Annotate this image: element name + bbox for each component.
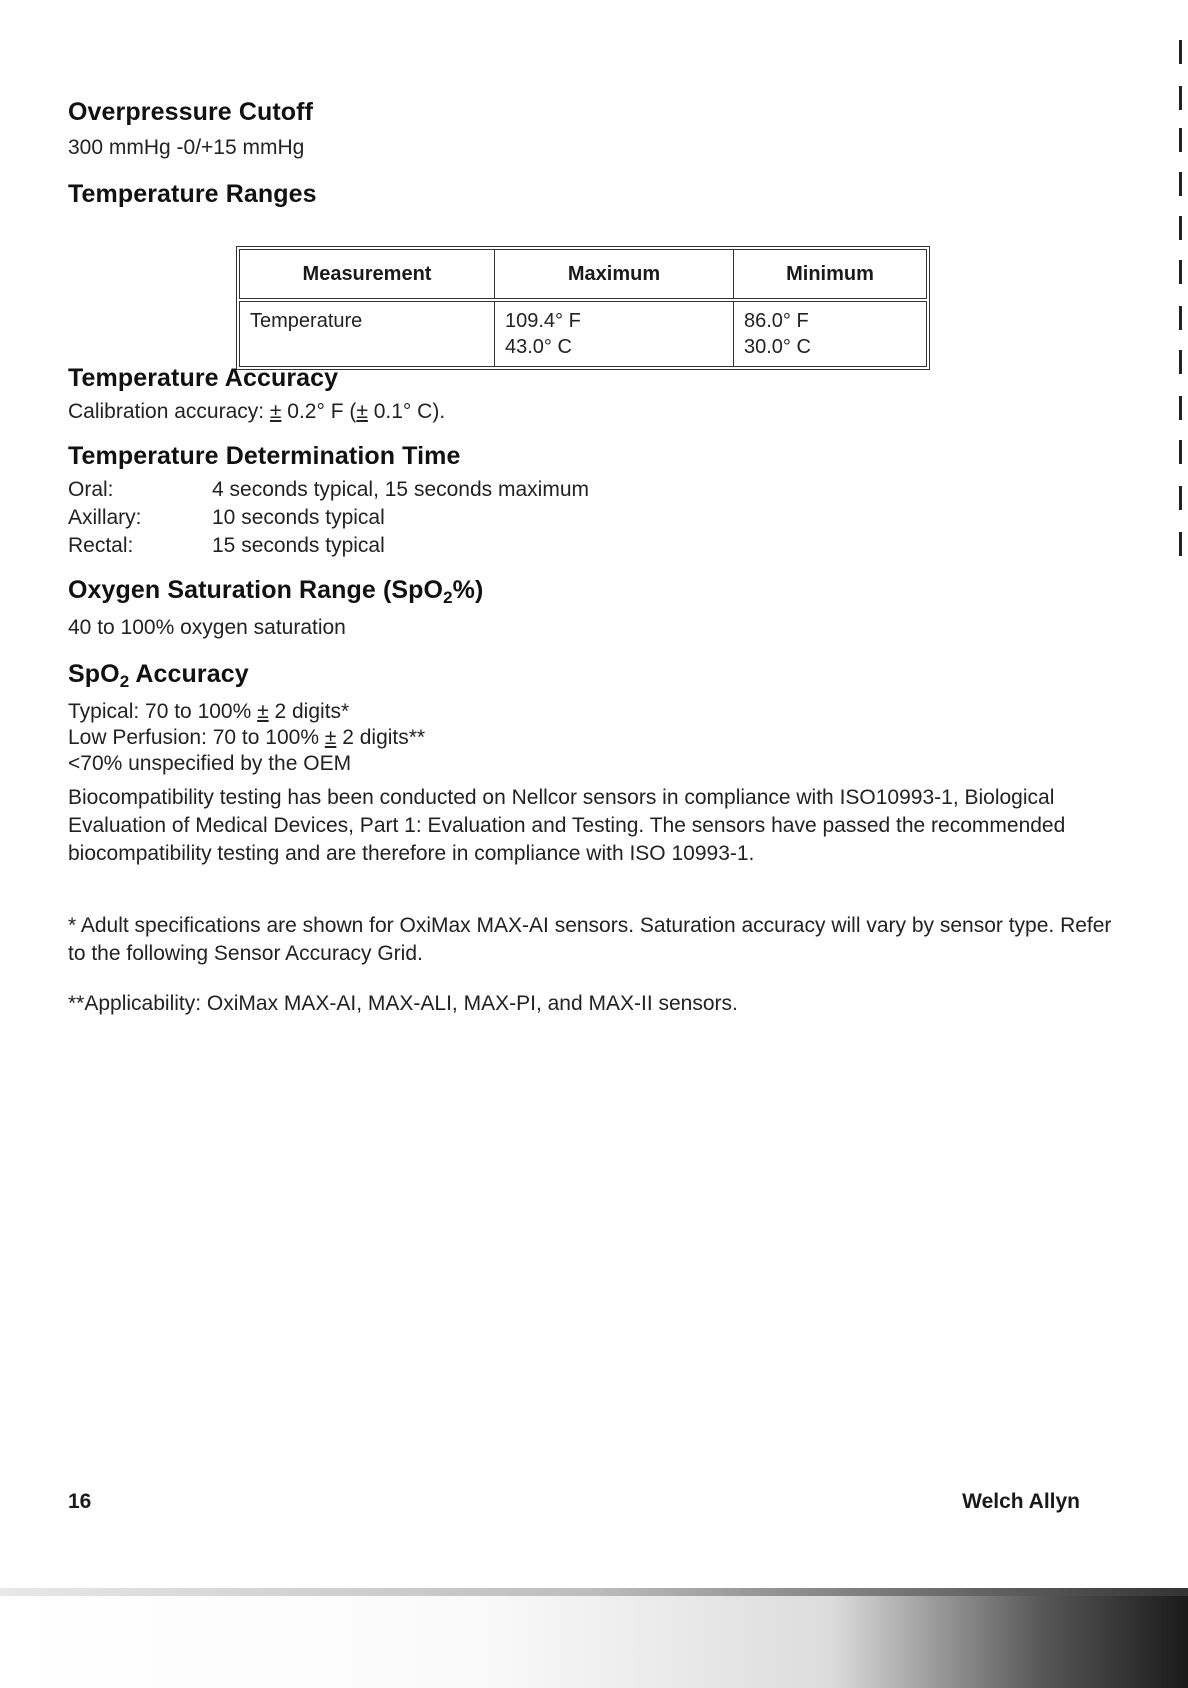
col-header-maximum: Maximum [495,250,734,301]
spo2-range-text: 40 to 100% oxygen saturation [68,616,346,639]
site-value: 4 seconds typical, 15 seconds maximum [212,478,590,501]
site-value: 10 seconds typical [212,506,385,529]
typical-value: 2 digits* [268,700,350,723]
min-fahrenheit: 86.0° F [744,310,809,332]
spo2-accuracy-heading [68,660,249,689]
plus-minus-symbol: ± [324,726,337,749]
table-row [240,300,927,367]
overpressure-text: 300 mmHg -0/+15 mmHg [68,136,305,159]
cell-minimum [734,300,927,367]
min-celsius: 30.0° C [744,336,811,358]
cell-measurement: Temperature [240,300,495,367]
subscript: 2 [119,672,130,691]
page-number: 16 [68,1490,92,1513]
heading-text: Accuracy [129,660,249,688]
list-item [68,532,589,560]
site-value: 15 seconds typical [212,534,385,557]
determination-heading: Temperature Determination Time [68,442,461,470]
site-label: Rectal: [68,534,134,557]
heading-text: SpO [68,660,120,688]
accuracy-celsius: 0.1° C). [367,400,446,423]
plus-minus-symbol: ± [356,400,368,423]
col-header-measurement: Measurement [240,250,495,301]
heading-text: %) [452,576,484,604]
subscript: 2 [443,588,453,607]
low-perfusion-value: 2 digits** [336,726,426,749]
list-item [68,476,589,504]
spo2-range-heading [68,576,483,605]
temp-ranges-heading: Temperature Ranges [68,180,317,208]
max-celsius: 43.0° C [505,336,572,358]
table-header-row [240,250,927,301]
col-header-minimum: Minimum [734,250,927,301]
biocompatibility-paragraph: Biocompatibility testing has been conducted on Nellcor sensors in compliance with ISO10993-1, Biological Evaluation of Medical Devices, Part 1: Evaluation and Testing. The sensors have passed the recommended biocompatibility testing and are therefore in compliance with ISO 10993-1. [68,786,1066,865]
plus-minus-symbol: ± [257,700,269,723]
accuracy-fahrenheit: 0.2° F ( [281,400,357,423]
max-fahrenheit: 109.4° F [505,310,581,332]
temperature-ranges-table [236,246,930,370]
spo2-typical [68,698,349,726]
brand-name: Welch Allyn [962,1490,1080,1513]
scan-edge-marks [1168,40,1188,840]
low-perfusion-label: Low Perfusion: 70 to 100% [68,726,325,749]
accuracy-label: Calibration accuracy: [68,400,270,423]
typical-label: Typical: 70 to 100% [68,700,258,723]
determination-list [68,476,589,560]
temp-accuracy-text [68,398,445,426]
cell-maximum [495,300,734,367]
footnote-applicability: **Applicability: OxiMax MAX-AI, MAX-ALI, MAX-PI, and MAX-II sensors. [68,992,738,1015]
site-label: Oral: [68,478,114,501]
overpressure-heading: Overpressure Cutoff [68,98,314,126]
heading-text: Oxygen Saturation Range (SpO [68,576,444,604]
spo2-unspecified: <70% unspecified by the OEM [68,752,352,775]
scan-shadow-band [0,1588,1188,1688]
plus-minus-symbol: ± [269,400,282,423]
site-label: Axillary: [68,506,142,529]
footnote-adult: * Adult specifications are shown for OxiMax MAX-AI sensors. Saturation accuracy will vary by sensor type. Refer to the following Sensor Accuracy Grid. [68,914,1112,965]
temp-accuracy-heading: Temperature Accuracy [68,364,339,392]
list-item [68,504,589,532]
spo2-low-perfusion [68,724,425,752]
